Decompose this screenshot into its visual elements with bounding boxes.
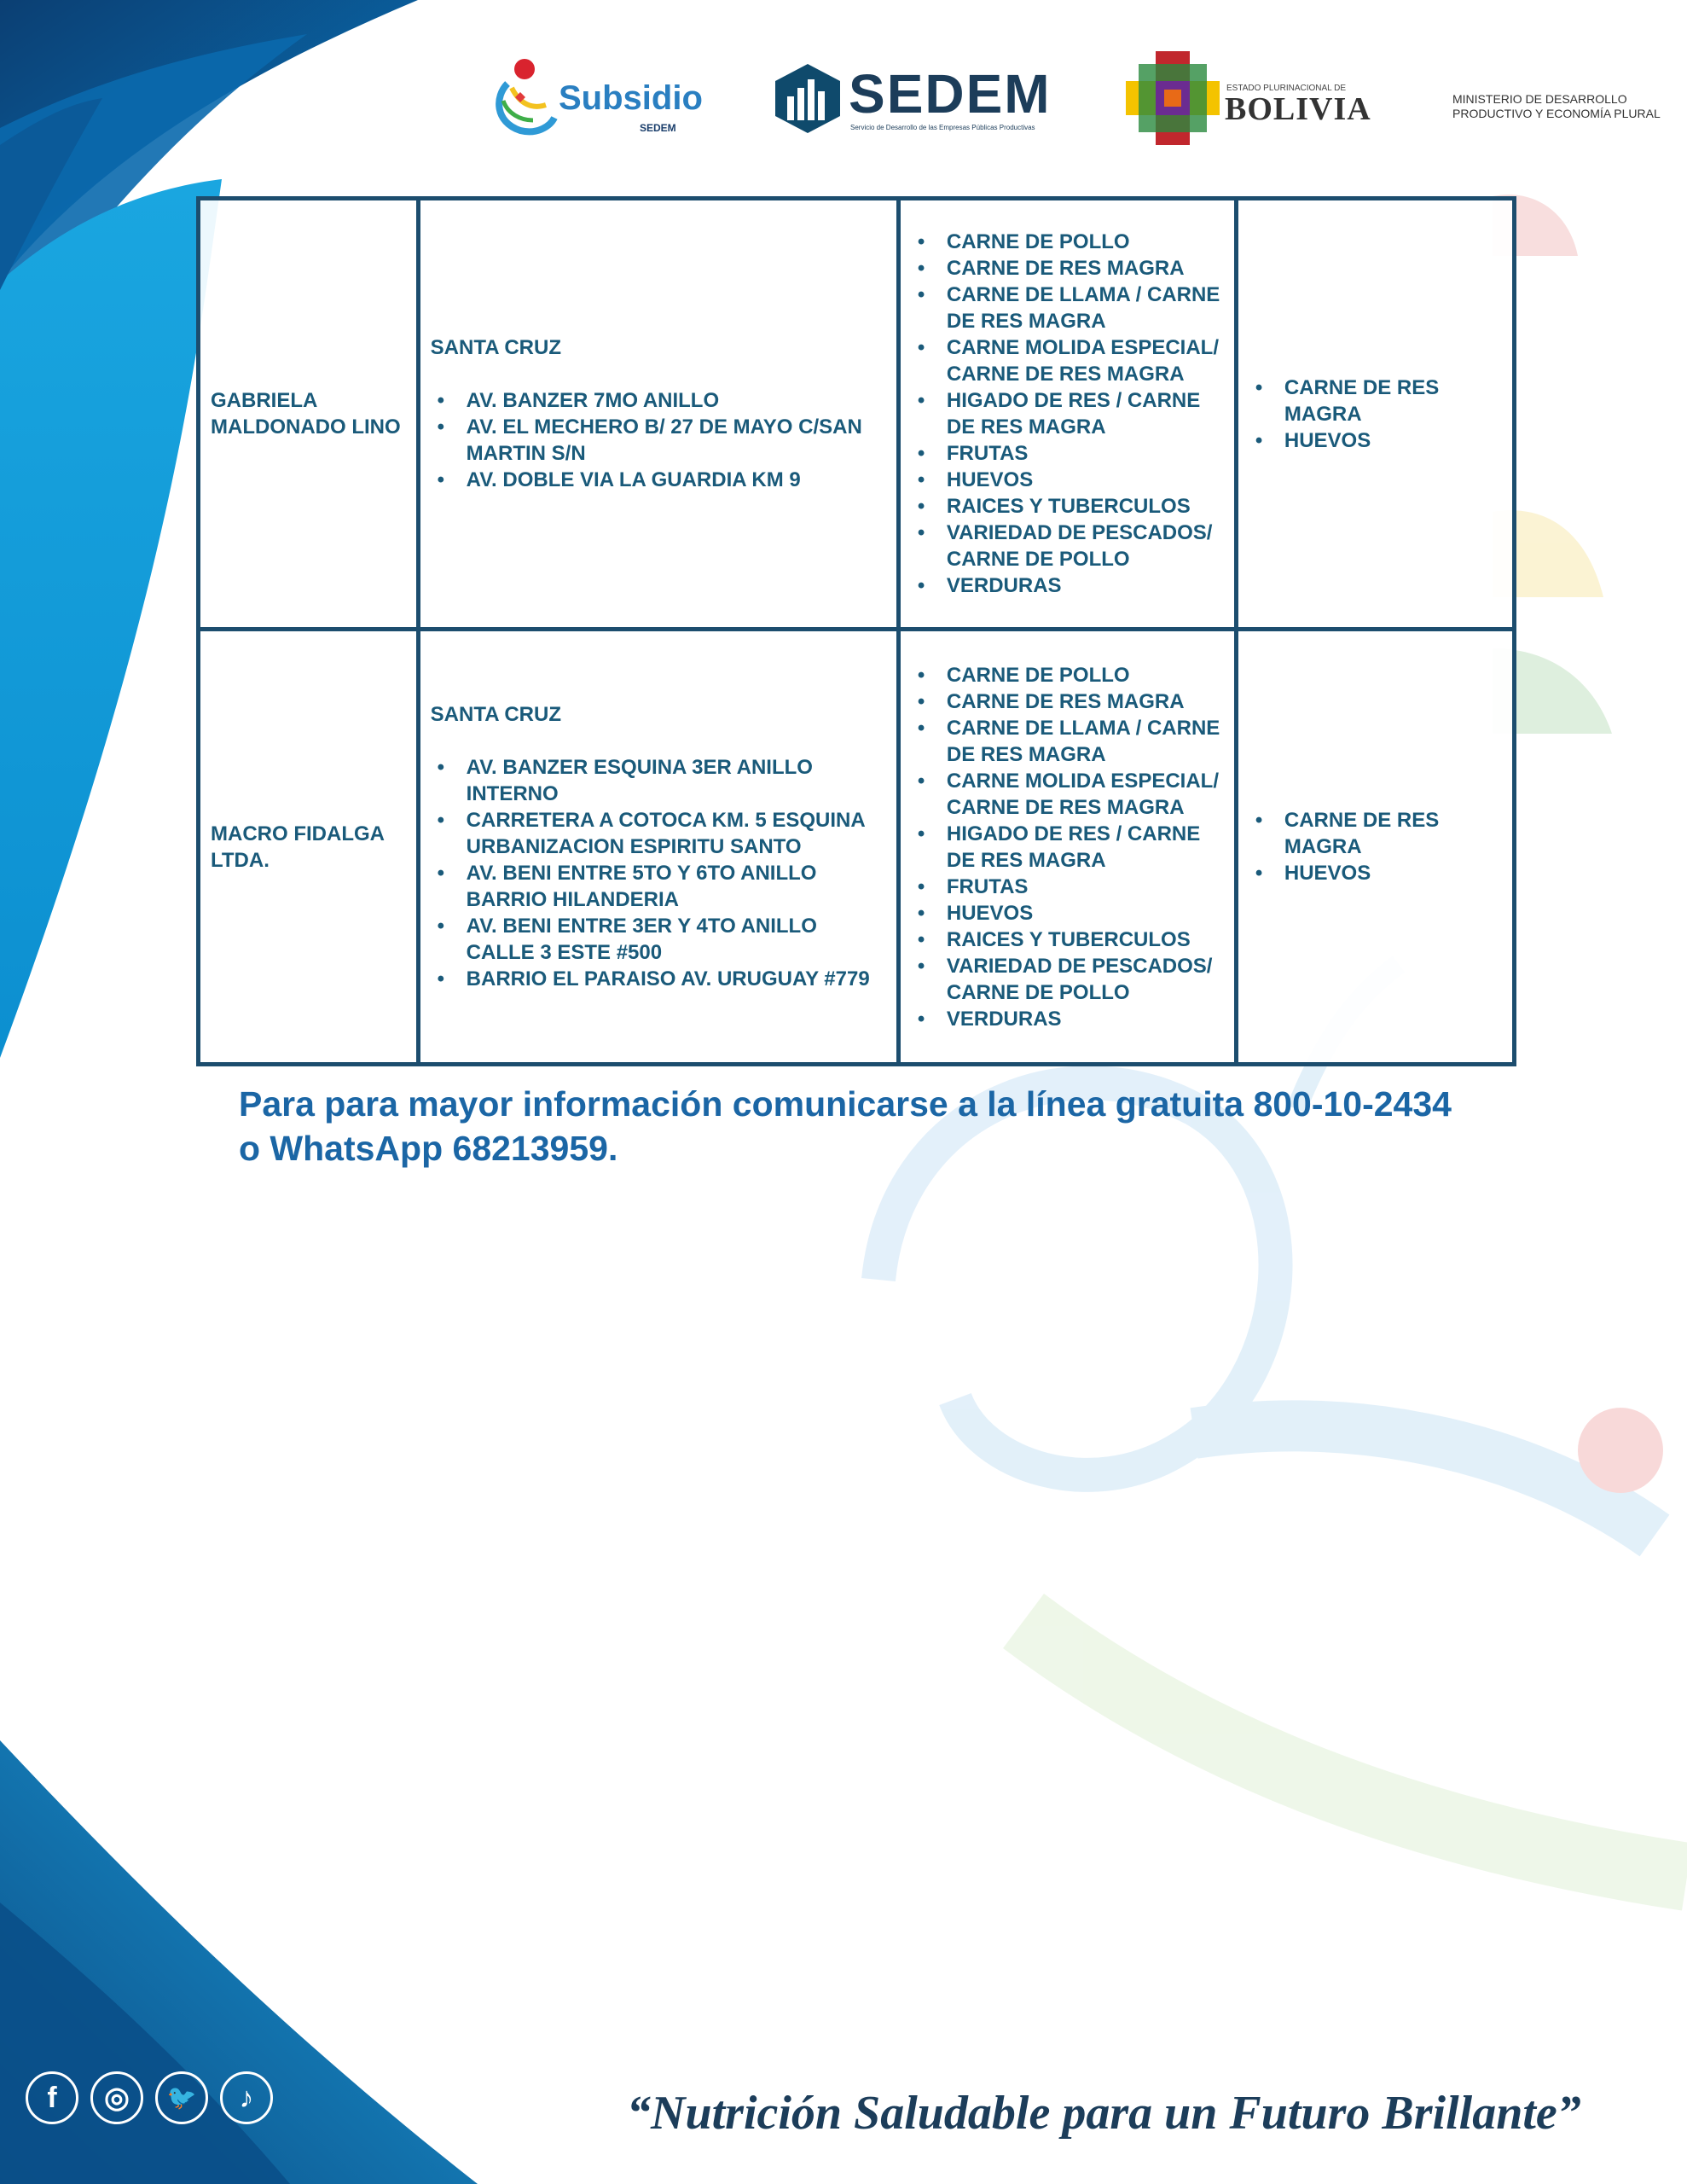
- list-item: • VERDURAS: [947, 572, 1224, 599]
- extra-product-list: [1249, 375, 1502, 454]
- list-item: • VARIEDAD DE PESCADOS/ CARNE DE POLLO: [947, 953, 1224, 1006]
- address-list: [431, 387, 886, 493]
- sedem-emblem-icon: [772, 62, 844, 135]
- city-label: SANTA CRUZ: [430, 336, 561, 359]
- list-item: • CARRETERA A COTOCA KM. 5 ESQUINA URBANIZACION ESPIRITU SANTO: [467, 807, 886, 860]
- list-item: • FRUTAS: [947, 440, 1224, 467]
- table-row: [199, 630, 1515, 1065]
- sedem-tagline: Servicio de Desarrollo de las Empresas Públicas Productivas: [850, 124, 1035, 131]
- bolivia-logo: [1126, 51, 1661, 145]
- list-item: • VARIEDAD DE PESCADOS/ CARNE DE POLLO: [947, 520, 1224, 572]
- supplier-products: [898, 199, 1236, 630]
- supplier-products: [898, 630, 1236, 1065]
- list-item: • AV. BENI ENTRE 3ER Y 4TO ANILLO CALLE 3 ESTE #500: [467, 913, 886, 966]
- list-item: • AV. BANZER ESQUINA 3ER ANILLO INTERNO: [467, 754, 886, 807]
- ministerio-line-1: MINISTERIO DE DESARROLLO: [1452, 92, 1627, 106]
- social-icons: [26, 2071, 281, 2128]
- list-item: • RAICES Y TUBERCULOS: [947, 493, 1224, 520]
- list-item: • CARNE DE LLAMA / CARNE DE RES MAGRA: [947, 282, 1224, 334]
- subsidio-sub: SEDEM: [640, 122, 676, 134]
- subsidio-logo: [486, 54, 708, 139]
- list-item: • CARNE DE RES MAGRA: [947, 688, 1224, 715]
- list-item: • HUEVOS: [1284, 860, 1502, 886]
- subsidio-wordmark: Subsidio: [559, 79, 703, 117]
- contact-info-line-1: Para para mayor información comunicarse a la línea gratuita 800-10-2434: [239, 1084, 1452, 1124]
- ministerio-line-2: PRODUCTIVO Y ECONOMÍA PLURAL: [1452, 107, 1661, 120]
- extra-product-list: [1249, 807, 1502, 886]
- list-item: • AV. BENI ENTRE 5TO Y 6TO ANILLO BARRIO HILANDERIA: [467, 860, 886, 913]
- city-label: SANTA CRUZ: [430, 703, 561, 726]
- supplier-locations: [418, 630, 898, 1065]
- address-list: [431, 754, 886, 992]
- product-list: [911, 229, 1224, 599]
- header-logos: [486, 47, 1661, 149]
- sedem-wordmark: SEDEM: [849, 63, 1052, 125]
- list-item: • AV. EL MECHERO B/ 27 DE MAYO C/SAN MARTIN S/N: [467, 414, 886, 467]
- list-item: • HIGADO DE RES / CARNE DE RES MAGRA: [947, 821, 1224, 874]
- list-item: • CARNE DE POLLO: [947, 662, 1224, 688]
- list-item: • FRUTAS: [947, 874, 1224, 900]
- list-item: • HUEVOS: [947, 900, 1224, 926]
- list-item: • CARNE DE POLLO: [947, 229, 1224, 255]
- tiktok-icon[interactable]: ♪: [220, 2071, 273, 2124]
- list-item: • CARNE DE RES MAGRA: [1284, 375, 1502, 427]
- supplier-name: MACRO FIDALGA LTDA.: [199, 630, 419, 1065]
- list-item: • CARNE DE LLAMA / CARNE DE RES MAGRA: [947, 715, 1224, 768]
- chakana-emblem-icon: [1126, 51, 1220, 145]
- suppliers-table: [196, 196, 1516, 1066]
- contact-info: [239, 1082, 1518, 1170]
- list-item: • HUEVOS: [1284, 427, 1502, 454]
- list-item: • AV. DOBLE VIA LA GUARDIA KM 9: [467, 467, 886, 493]
- bolivia-small-text: ESTADO PLURINACIONAL DE: [1226, 84, 1347, 93]
- facebook-icon[interactable]: f: [26, 2071, 78, 2124]
- table-row: [199, 199, 1515, 630]
- sedem-logo: [772, 62, 1070, 139]
- slogan: “Nutrición Saludable para un Futuro Brillante”: [627, 2087, 1581, 2140]
- list-item: • HUEVOS: [947, 467, 1224, 493]
- list-item: • VERDURAS: [947, 1006, 1224, 1032]
- list-item: • CARNE DE RES MAGRA: [1284, 807, 1502, 860]
- mother-child-icon: [486, 54, 559, 139]
- list-item: • HIGADO DE RES / CARNE DE RES MAGRA: [947, 387, 1224, 440]
- supplier-extra-products: [1236, 199, 1514, 630]
- contact-info-line-2: o WhatsApp 68213959.: [239, 1129, 618, 1168]
- supplier-extra-products: [1236, 630, 1514, 1065]
- list-item: • CARNE MOLIDA ESPECIAL/ CARNE DE RES MAGRA: [947, 334, 1224, 387]
- supplier-locations: [418, 199, 898, 630]
- list-item: • CARNE DE RES MAGRA: [947, 255, 1224, 282]
- list-item: • AV. BANZER 7MO ANILLO: [467, 387, 886, 414]
- instagram-icon[interactable]: ◎: [90, 2071, 143, 2124]
- bolivia-wordmark: BOLIVIA: [1225, 91, 1371, 127]
- ministerio-text: [1452, 92, 1687, 121]
- twitter-icon[interactable]: 🐦: [155, 2071, 208, 2124]
- list-item: • BARRIO EL PARAISO AV. URUGUAY #779: [467, 966, 886, 992]
- product-list: [911, 662, 1224, 1032]
- list-item: • CARNE MOLIDA ESPECIAL/ CARNE DE RES MAGRA: [947, 768, 1224, 821]
- list-item: • RAICES Y TUBERCULOS: [947, 926, 1224, 953]
- supplier-name: GABRIELA MALDONADO LINO: [199, 199, 419, 630]
